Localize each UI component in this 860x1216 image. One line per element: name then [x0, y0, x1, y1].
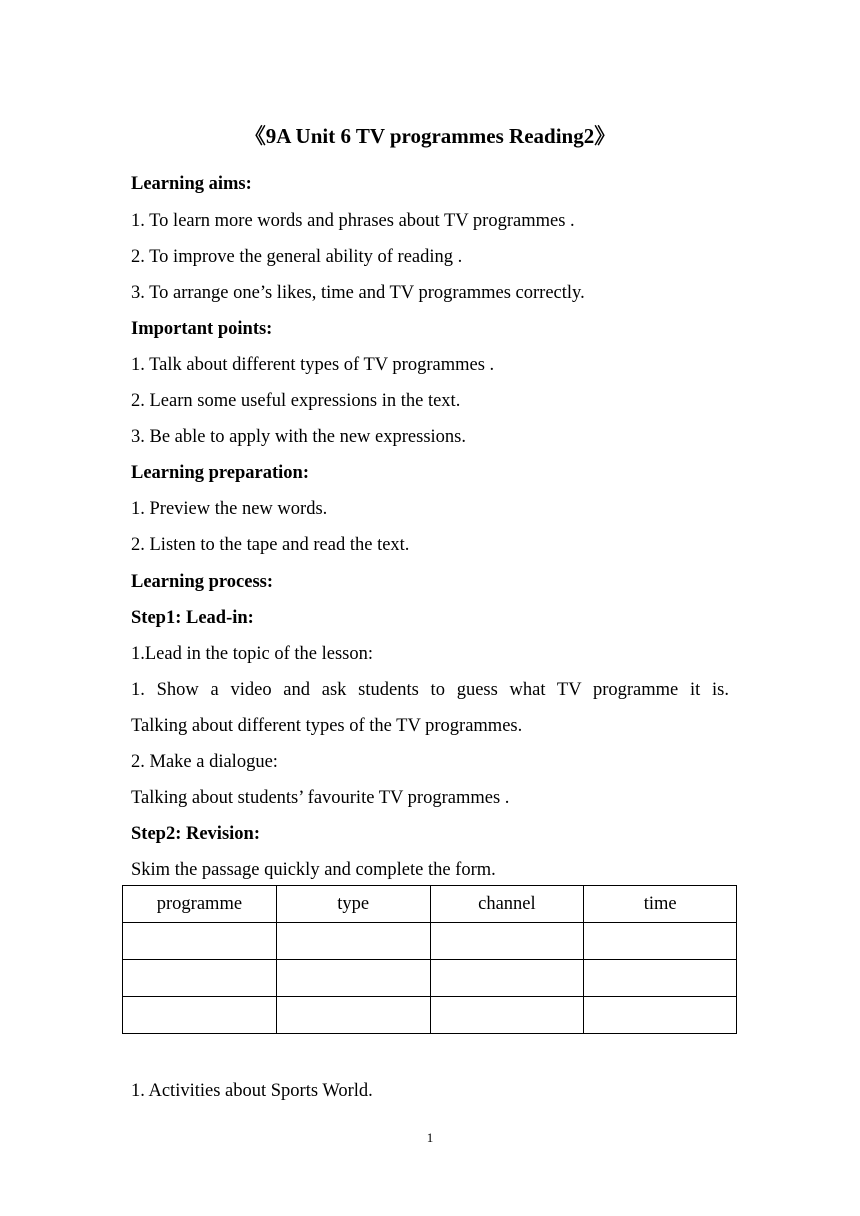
- step1-line-4: 2. Make a dialogue:: [131, 752, 278, 772]
- table-cell: [430, 923, 584, 960]
- programme-form-table: [122, 885, 737, 1034]
- step1-line-1: 1.Lead in the topic of the lesson:: [131, 644, 373, 664]
- table-header-cell: channel: [430, 886, 584, 923]
- point-item-1: 1. Talk about different types of TV programmes .: [131, 355, 495, 375]
- table-cell: [430, 960, 584, 997]
- section-heading-important-points: Important points:: [131, 319, 273, 339]
- table-header-cell: programme: [123, 886, 277, 923]
- section-heading-learning-preparation: Learning preparation:: [131, 463, 309, 483]
- table-row: [123, 997, 737, 1034]
- table-cell: [584, 923, 737, 960]
- table-row: [123, 923, 737, 960]
- step1-line-3: Talking about different types of the TV programmes.: [131, 716, 523, 736]
- aim-item-1: 1. To learn more words and phrases about TV programmes .: [131, 211, 575, 231]
- table-header-cell: type: [276, 886, 430, 923]
- step1-heading: Step1: Lead-in:: [131, 608, 254, 628]
- preparation-item-2: 2. Listen to the tape and read the text.: [131, 535, 410, 555]
- section-heading-learning-process: Learning process:: [131, 572, 274, 592]
- aim-item-2: 2. To improve the general ability of reading .: [131, 247, 463, 267]
- activity-line: 1. Activities about Sports World.: [131, 1081, 373, 1101]
- table-cell: [584, 997, 737, 1034]
- table-cell: [123, 960, 277, 997]
- table-cell: [276, 923, 430, 960]
- table-cell: [123, 997, 277, 1034]
- page-title: 《9A Unit 6 TV programmes Reading2》: [244, 124, 616, 148]
- step1-line-5: Talking about students’ favourite TV programmes .: [131, 788, 510, 808]
- preparation-item-1: 1. Preview the new words.: [131, 499, 328, 519]
- table-cell: [584, 960, 737, 997]
- table-header-cell: time: [584, 886, 737, 923]
- table-row: [123, 960, 737, 997]
- table-cell: [276, 997, 430, 1034]
- step1-line-2: 1. Show a video and ask students to guess what TV programme it is.: [131, 680, 729, 700]
- point-item-3: 3. Be able to apply with the new expressions.: [131, 427, 466, 447]
- section-heading-learning-aims: Learning aims:: [131, 174, 252, 194]
- step2-instruction: Skim the passage quickly and complete the form.: [131, 860, 496, 880]
- point-item-2: 2. Learn some useful expressions in the text.: [131, 391, 461, 411]
- step2-heading: Step2: Revision:: [131, 824, 260, 844]
- table-cell: [123, 923, 277, 960]
- page-number: 1: [426, 1130, 434, 1145]
- table-header-row: [123, 886, 737, 923]
- aim-item-3: 3. To arrange one’s likes, time and TV programmes correctly.: [131, 283, 585, 303]
- table-cell: [276, 960, 430, 997]
- table-cell: [430, 997, 584, 1034]
